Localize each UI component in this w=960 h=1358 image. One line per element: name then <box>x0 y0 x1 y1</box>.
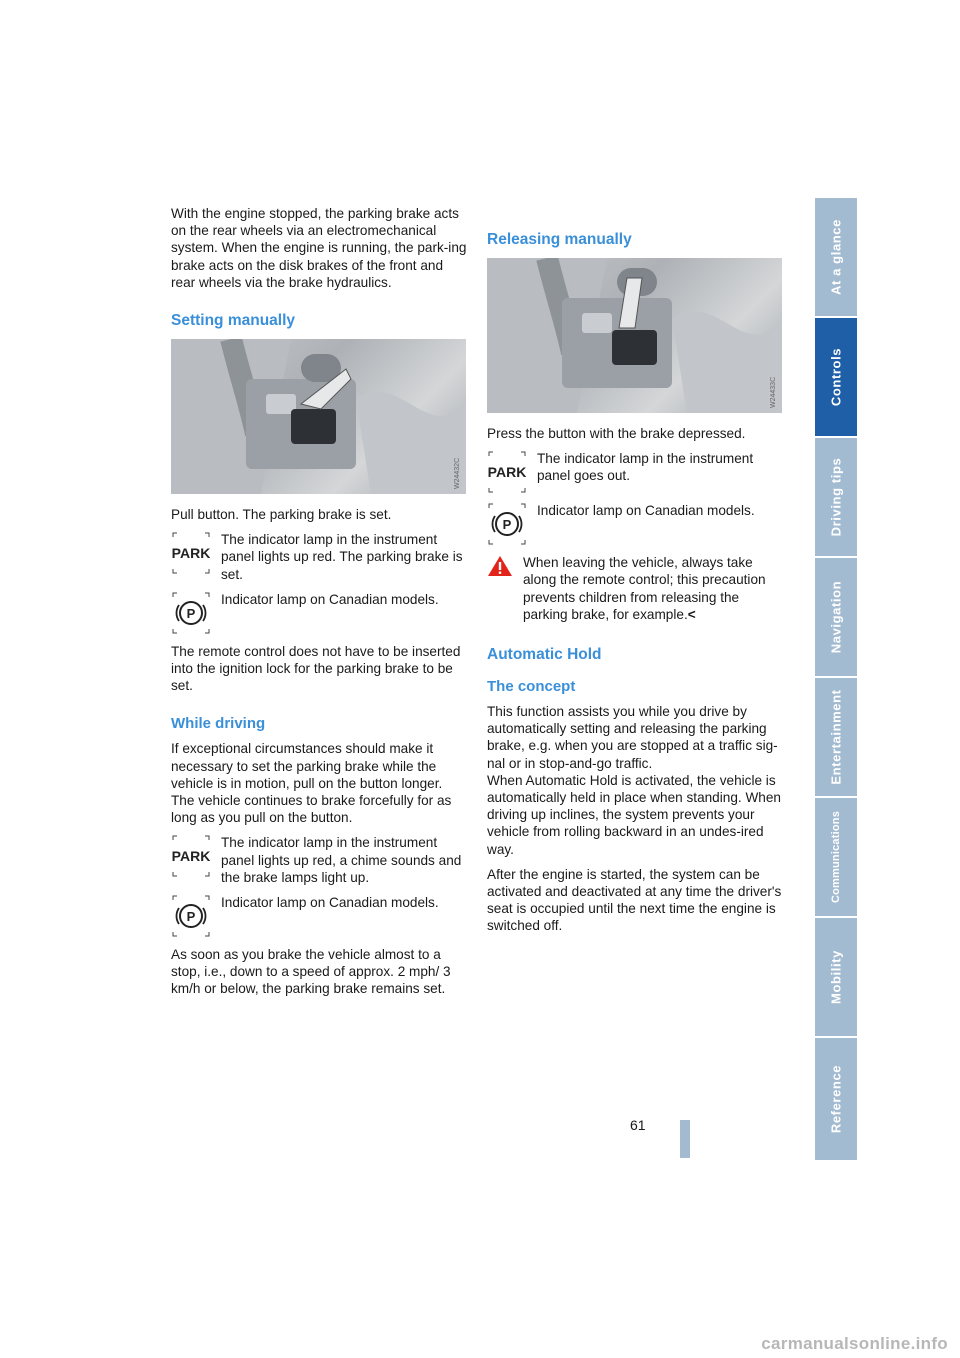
tab-at-a-glance[interactable]: At a glance <box>815 198 857 316</box>
setting-manually-photo <box>171 339 466 494</box>
tab-communications[interactable]: Communications <box>815 798 857 916</box>
end-mark: < <box>687 606 696 622</box>
canada-label: P <box>186 909 196 925</box>
photo-code: W24433C <box>770 376 777 408</box>
park-lamp-icon <box>487 450 527 494</box>
warning-block <box>487 554 783 623</box>
automatic-hold-heading: Automatic Hold <box>487 646 602 664</box>
park-label: PARK <box>487 464 527 481</box>
canada-indicator-text-3: Indicator lamp on Canadian models. <box>537 503 755 519</box>
console-illustration <box>487 258 782 413</box>
tab-controls[interactable]: Controls <box>815 318 857 436</box>
while-driving-closing: As soon as you brake the vehicle almost to a stop, i.e., down to a speed of approx. 2 mph/ 3 km/h or below, the parking brake remains set. <box>171 947 451 997</box>
tab-reference[interactable]: Reference <box>815 1038 857 1160</box>
warning-triangle-icon <box>487 554 517 581</box>
while-driving-heading: While driving <box>171 715 266 733</box>
canada-parking-lamp-icon <box>487 502 527 546</box>
right-column <box>487 230 783 943</box>
page-marker-bar <box>680 1120 690 1158</box>
park-indicator-text-2: The indicator lamp in the instrument panel lights up red, a chime sounds and the brake lamps light up. <box>221 835 462 885</box>
canada-parking-lamp-icon <box>171 591 211 635</box>
tab-navigation[interactable]: Navigation <box>815 558 857 676</box>
tab-entertainment[interactable]: Entertainment <box>815 678 857 796</box>
setting-manually-heading: Setting manually <box>171 312 296 330</box>
canada-indicator-row <box>171 591 467 635</box>
park-indicator-row-3 <box>487 450 783 494</box>
canada-indicator-text: Indicator lamp on Canadian models. <box>221 591 439 607</box>
park-indicator-row <box>171 531 467 583</box>
canada-indicator-text-2: Indicator lamp on Canadian models. <box>221 895 439 911</box>
watermark: carmanualsonline.info <box>761 1334 948 1353</box>
canada-label: P <box>186 605 196 621</box>
park-lamp-icon <box>171 834 211 878</box>
park-lamp-icon <box>171 531 211 575</box>
intro-paragraph: With the engine stopped, the parking brake acts on the rear wheels via an electromechanical system. When the engine is running, the park-ing brake acts on the disk brakes of the front and rear wheels via the brake hydraulics. <box>171 206 467 290</box>
setting-instruction: Pull button. The parking brake is set. <box>171 507 392 523</box>
remote-control-note: The remote control does not have to be inserted into the ignition lock for the parking brake to be set. <box>171 643 461 694</box>
page-number: 61 <box>630 1117 646 1133</box>
releasing-manually-photo <box>487 258 782 413</box>
concept-paragraph-1: This function assists you while you drive by automatically setting and releasing the parking brake, e.g. when you are stopped at a traffic sig-nal or in stop-and-go traffic. <box>487 704 778 771</box>
left-column <box>171 205 467 1006</box>
console-illustration <box>171 339 466 494</box>
park-indicator-row-2 <box>171 834 467 886</box>
canada-parking-lamp-icon <box>171 894 211 938</box>
tab-driving-tips[interactable]: Driving tips <box>815 438 857 556</box>
canada-indicator-row-2 <box>171 894 467 938</box>
park-indicator-text-3: The indicator lamp in the instrument panel goes out. <box>537 451 754 484</box>
canada-label: P <box>502 517 512 533</box>
photo-code: W24432C <box>454 457 461 490</box>
park-label: PARK <box>171 848 211 865</box>
park-label: PARK <box>171 545 211 562</box>
tab-mobility[interactable]: Mobility <box>815 918 857 1036</box>
concept-subheading: The concept <box>487 678 576 696</box>
warning-text: When leaving the vehicle, always take along the remote control; this precaution prevents children from releasing the parking brake, for example. <box>523 555 766 622</box>
chapter-sidebar <box>815 198 857 1160</box>
releasing-instruction: Press the button with the brake depressed. <box>487 426 746 441</box>
park-indicator-text: The indicator lamp in the instrument panel lights up red. The parking brake is set. <box>221 532 463 582</box>
concept-paragraph-3: After the engine is started, the system can be activated and deactivated at any time the driver's seat is occupied until the next time the engine is switched off. <box>487 866 782 934</box>
while-driving-text: If exceptional circumstances should make it necessary to set the parking brake while the vehicle is in motion, pull on the button longer. The vehicle continues to brake forcefully for as long as you pull on the button. <box>171 741 452 826</box>
concept-paragraph-2: When Automatic Hold is activated, the vehicle is automatically held in place when standing. When driving up inclines, the system prevents your vehicle from rolling backward in an undes-ired way. <box>487 772 781 857</box>
releasing-manually-heading: Releasing manually <box>487 231 632 248</box>
canada-indicator-row-3 <box>487 502 783 546</box>
